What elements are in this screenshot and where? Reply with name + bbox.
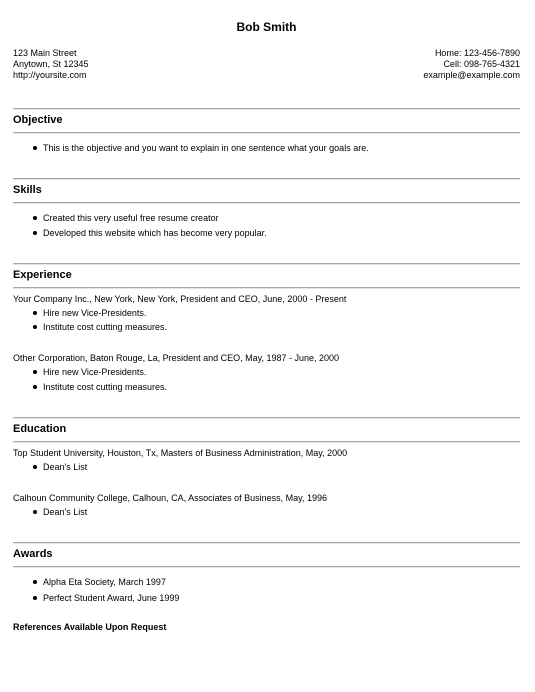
bullet-icon bbox=[33, 146, 37, 150]
home-phone: Home: 123-456-7890 bbox=[434, 48, 520, 58]
bullet-icon bbox=[33, 216, 37, 220]
resume-name: Bob Smith bbox=[236, 20, 297, 34]
address-line-2: Anytown, St 12345 bbox=[13, 59, 89, 69]
bullet-icon bbox=[33, 231, 37, 235]
job-heading: Other Corporation, Baton Rouge, La, President and CEO, May, 1987 - June, 2000 bbox=[13, 353, 340, 363]
bullet-icon bbox=[33, 465, 37, 469]
bullet-icon bbox=[33, 311, 37, 315]
school-heading: Calhoun Community College, Calhoun, CA, Associates of Business, May, 1996 bbox=[13, 493, 327, 503]
section-divider bbox=[13, 566, 520, 568]
section-title-education: Education bbox=[13, 423, 67, 435]
bullet-icon bbox=[33, 596, 37, 600]
section-divider bbox=[13, 132, 520, 134]
section-divider bbox=[13, 441, 520, 443]
job-heading: Your Company Inc., New York, New York, President and CEO, June, 2000 - Present bbox=[13, 294, 347, 304]
section-divider bbox=[13, 417, 520, 419]
references-note: References Available Upon Request bbox=[13, 622, 167, 632]
website-link[interactable]: http://yoursite.com bbox=[13, 70, 87, 80]
bullet-icon bbox=[33, 370, 37, 374]
bullet-icon bbox=[33, 510, 37, 514]
section-title-skills: Skills bbox=[13, 184, 42, 196]
bullet-icon bbox=[33, 325, 37, 329]
section-divider bbox=[13, 287, 520, 289]
address-line-1: 123 Main Street bbox=[13, 48, 77, 58]
section-divider bbox=[13, 542, 520, 544]
bullet-icon bbox=[33, 580, 37, 584]
contact-address-block bbox=[13, 48, 89, 81]
section-divider bbox=[13, 202, 520, 204]
section-divider bbox=[13, 263, 520, 265]
section-title-experience: Experience bbox=[13, 269, 72, 281]
email-link[interactable]: example@example.com bbox=[423, 70, 520, 80]
section-title-objective: Objective bbox=[13, 114, 63, 126]
section-title-awards: Awards bbox=[13, 548, 53, 560]
section-divider bbox=[13, 108, 520, 110]
school-heading: Top Student University, Houston, Tx, Masters of Business Administration, May, 2000 bbox=[13, 448, 348, 458]
contact-phone-block bbox=[423, 48, 520, 81]
section-divider bbox=[13, 178, 520, 180]
bullet-icon bbox=[33, 385, 37, 389]
cell-phone: Cell: 098-765-4321 bbox=[443, 59, 520, 69]
